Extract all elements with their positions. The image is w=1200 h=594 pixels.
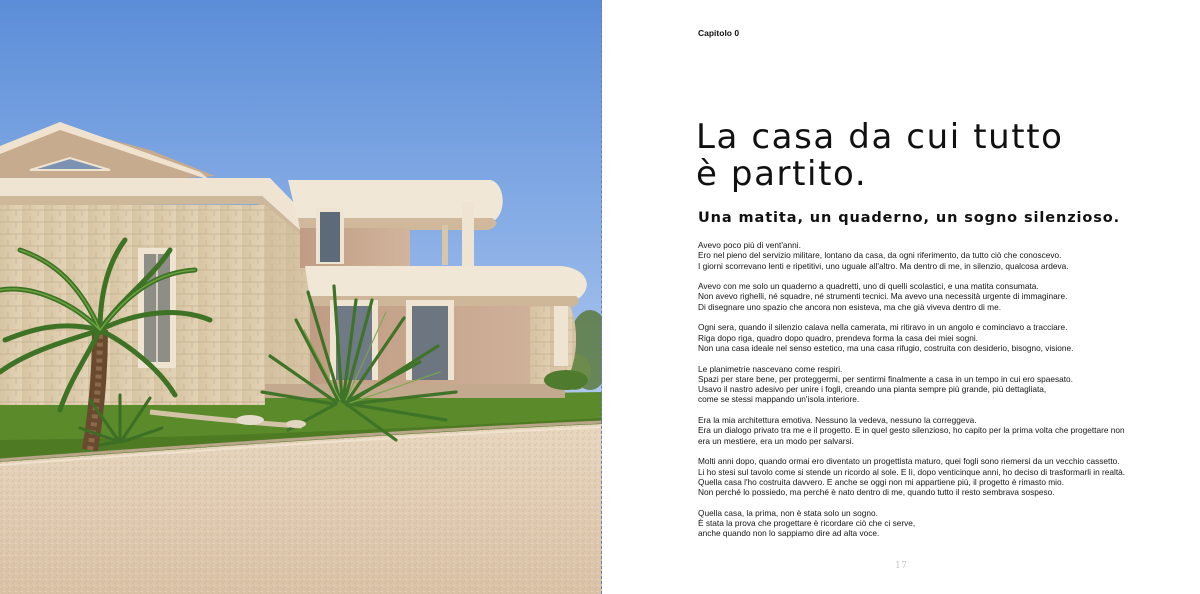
paragraph: [698, 456, 1168, 497]
paragraph: [698, 415, 1168, 446]
paragraph-line: anche quando non lo sappiamo dire ad alta voce.: [698, 528, 880, 539]
chapter-label: Capitolo 0: [698, 28, 740, 38]
paragraph-line: era un mestiere, era un modo per salvarsi.: [698, 435, 854, 446]
paragraph-line: Quella casa, la prima, non è stata solo un sogno.: [698, 507, 878, 518]
paragraph: [698, 508, 1168, 539]
paragraph-line: Non una casa ideale nel senso estetico, ma una casa rifugio, costruita con desiderio, bisogno, visione.: [698, 342, 1074, 353]
paragraph-line: Usavo il nastro adesivo per unire i fogli, creando una pianta sempre più grande, più dettagliata,: [698, 384, 1047, 395]
paragraph: [698, 281, 1168, 312]
paragraph-line: Non perché lo possiedo, ma perché è nato dentro di me, quando tutto il resto sembrava sospeso.: [698, 487, 1055, 498]
paragraph-line: come se stessi mappando un'isola interiore.: [698, 394, 860, 405]
page-number: 17: [895, 561, 908, 571]
title-line-1: La casa da cui tutto: [696, 117, 1064, 157]
text-page: [603, 0, 1200, 594]
paragraph: [698, 322, 1168, 353]
page-title: [696, 119, 1176, 193]
paragraph-line: Non avevo righelli, né squadre, né strumenti tecnici. Ma avevo una necessità urgente di immaginare.: [698, 291, 1068, 302]
title-line-2: è partito.: [696, 154, 868, 194]
paragraph-line: I giorni scorrevano lenti e ripetitivi, uno uguale all'altro. Ma dentro di me, in silenzio, qualcosa ardeva.: [698, 260, 1069, 271]
paragraph-line: Ero nel pieno del servizio militare, lontano da casa, da ogni riferimento, da tutto ciò che conoscevo.: [698, 250, 1062, 261]
paragraph-line: Ogni sera, quando il silenzio calava nella camerata, mi ritiravo in un angolo e cominciavo a tracciare.: [698, 322, 1068, 333]
paragraph-line: Le planimetrie nascevano come respiri.: [698, 363, 843, 374]
paragraph-line: Spazi per stare bene, per proteggermi, per sentirmi finalmente a casa in un tempo in cui ero spaesato.: [698, 373, 1073, 384]
paragraph: [698, 240, 1168, 271]
paragraph-line: Di disegnare uno spazio che ancora non esisteva, ma che già viveva dentro di me.: [698, 301, 1002, 312]
paragraph-line: Molti anni dopo, quando ormai ero diventato un progettista maturo, quei fogli sono riemersi da un vecchio cassetto.: [698, 456, 1120, 467]
paragraph-line: È stata la prova che progettare è ricordare ciò che ci serve,: [698, 518, 916, 529]
subtitle: Una matita, un quaderno, un sogno silenzioso.: [698, 210, 1121, 226]
paragraph-line: Era la mia architettura emotiva. Nessuno la vedeva, nessuno la correggeva.: [698, 415, 977, 426]
paragraph: [698, 364, 1168, 405]
paragraph-line: Riga dopo riga, quadro dopo quadro, prendeva forma la casa dei miei sogni.: [698, 332, 978, 343]
paragraph-line: Avevo poco più di vent'anni.: [698, 240, 801, 250]
page-fold-line: [601, 0, 602, 594]
paragraph-line: Li ho stesi sul tavolo come si stende un ricordo al sole. E lì, dopo venticinque anni, ho deciso di trasformarli in realtà.: [698, 466, 1126, 477]
paragraph-line: Quella casa l'ho costruita davvero. E anche se oggi non mi appartiene più, il progetto è rimasto mio.: [698, 476, 1064, 487]
paragraph-line: Era un dialogo privato tra me e il progetto. E in quel gesto silenzioso, ho capito per la prima volta che progettare non: [698, 425, 1125, 436]
paragraph-line: Avevo con me solo un quaderno a quadretti, uno di quelli scolastici, e una matita consumata.: [698, 281, 1039, 292]
body-text: [698, 240, 1168, 549]
